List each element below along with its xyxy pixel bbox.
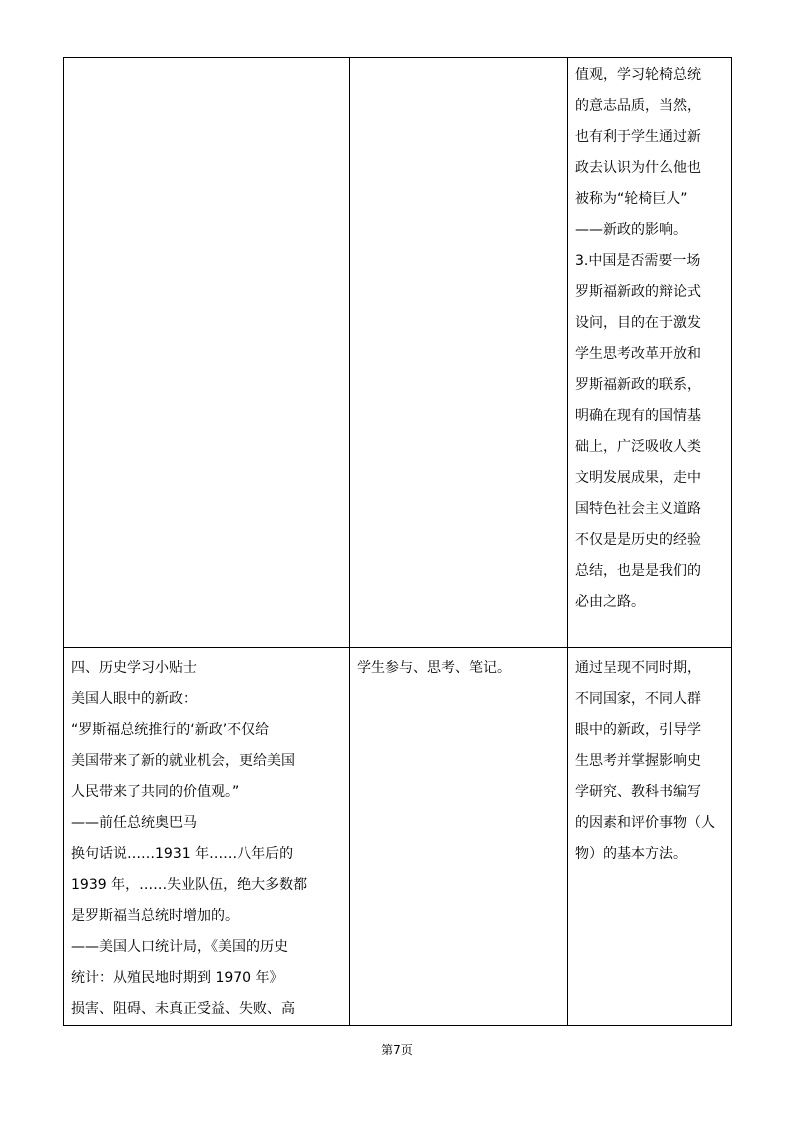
attribution-line: 统计：从殖民地时期到 1970 年》 [71, 970, 284, 986]
row1-col3-text [568, 58, 731, 618]
table-row [64, 648, 732, 1026]
text-line: 学生思考改革开放和 [575, 346, 701, 362]
row2-col2-text [350, 648, 567, 684]
text-line: 眼中的新政，引导学 [575, 722, 701, 738]
text-line: 罗斯福新政的联系， [575, 377, 701, 393]
text-line: 损害、阻碍、未真正受益、失败、高 [71, 1001, 295, 1017]
page-number: 第7页 [381, 1043, 413, 1057]
section-heading: 四、历史学习小贴士 [71, 660, 197, 676]
text-line: 学研究、教科书编写 [575, 784, 701, 800]
text-line: 被称为“轮椅巨人” [575, 191, 688, 207]
lesson-plan-table [63, 57, 732, 1026]
row1-col3-cell [568, 58, 732, 648]
text-line: 设问，目的在于激发 [575, 315, 701, 331]
row2-col3-text [568, 648, 731, 870]
text-line: ——新政的影响。 [575, 222, 687, 238]
text-line: 明确在现有的国情基 [575, 408, 701, 424]
quote-line: 人民带来了共同的价值观。” [71, 784, 240, 800]
row2-col3-cell [568, 648, 732, 1026]
text-line: 政去认识为什么他也 [575, 160, 701, 176]
row2-col2-cell [350, 648, 568, 1026]
text-line: 换句话说……1931 年……八年后的 [71, 846, 294, 862]
attribution-line: ——美国人口统计局，《美国的历史 [71, 939, 288, 955]
text-line: 的意志品质，当然， [575, 98, 701, 114]
text-line: 通过呈现不同时期， [575, 660, 701, 676]
text-line: 美国人眼中的新政： [71, 691, 197, 707]
row1-col2-cell [350, 58, 568, 648]
text-line: 值观，学习轮椅总统 [575, 67, 701, 83]
text-line: 不仅是是历史的经验 [575, 532, 701, 548]
table-row [64, 58, 732, 648]
text-line: 物）的基本方法。 [575, 846, 687, 862]
text-line: 国特色社会主义道路 [575, 501, 701, 517]
attribution-line: ——前任总统奥巴马 [71, 815, 197, 831]
row2-col1-text [64, 648, 349, 1025]
text-line: 是罗斯福当总统时增加的。 [71, 908, 239, 924]
text-line: 1939 年，……失业队伍，绝大多数都 [71, 877, 308, 893]
row2-col1-cell [64, 648, 350, 1026]
quote-line: “罗斯福总统推行的‘新政’不仅给 [71, 722, 270, 738]
text-line: 不同国家，不同人群 [575, 691, 701, 707]
quote-line: 美国带来了新的就业机会，更给美国 [71, 753, 295, 769]
row1-col1-cell [64, 58, 350, 648]
text-line: 学生参与、思考、笔记。 [357, 660, 511, 676]
text-line: 也有利于学生通过新 [575, 129, 701, 145]
text-line: 文明发展成果，走中 [575, 470, 701, 486]
text-line: 础上，广泛吸收人类 [575, 439, 701, 455]
text-line: 必由之路。 [575, 594, 645, 610]
text-line: 的因素和评价事物（人 [575, 815, 715, 831]
text-line: 总结，也是是我们的 [575, 563, 701, 579]
text-line: 生思考并掌握影响史 [575, 753, 701, 769]
text-line: 罗斯福新政的辩论式 [575, 284, 701, 300]
text-line: 3.中国是否需要一场 [575, 253, 701, 269]
